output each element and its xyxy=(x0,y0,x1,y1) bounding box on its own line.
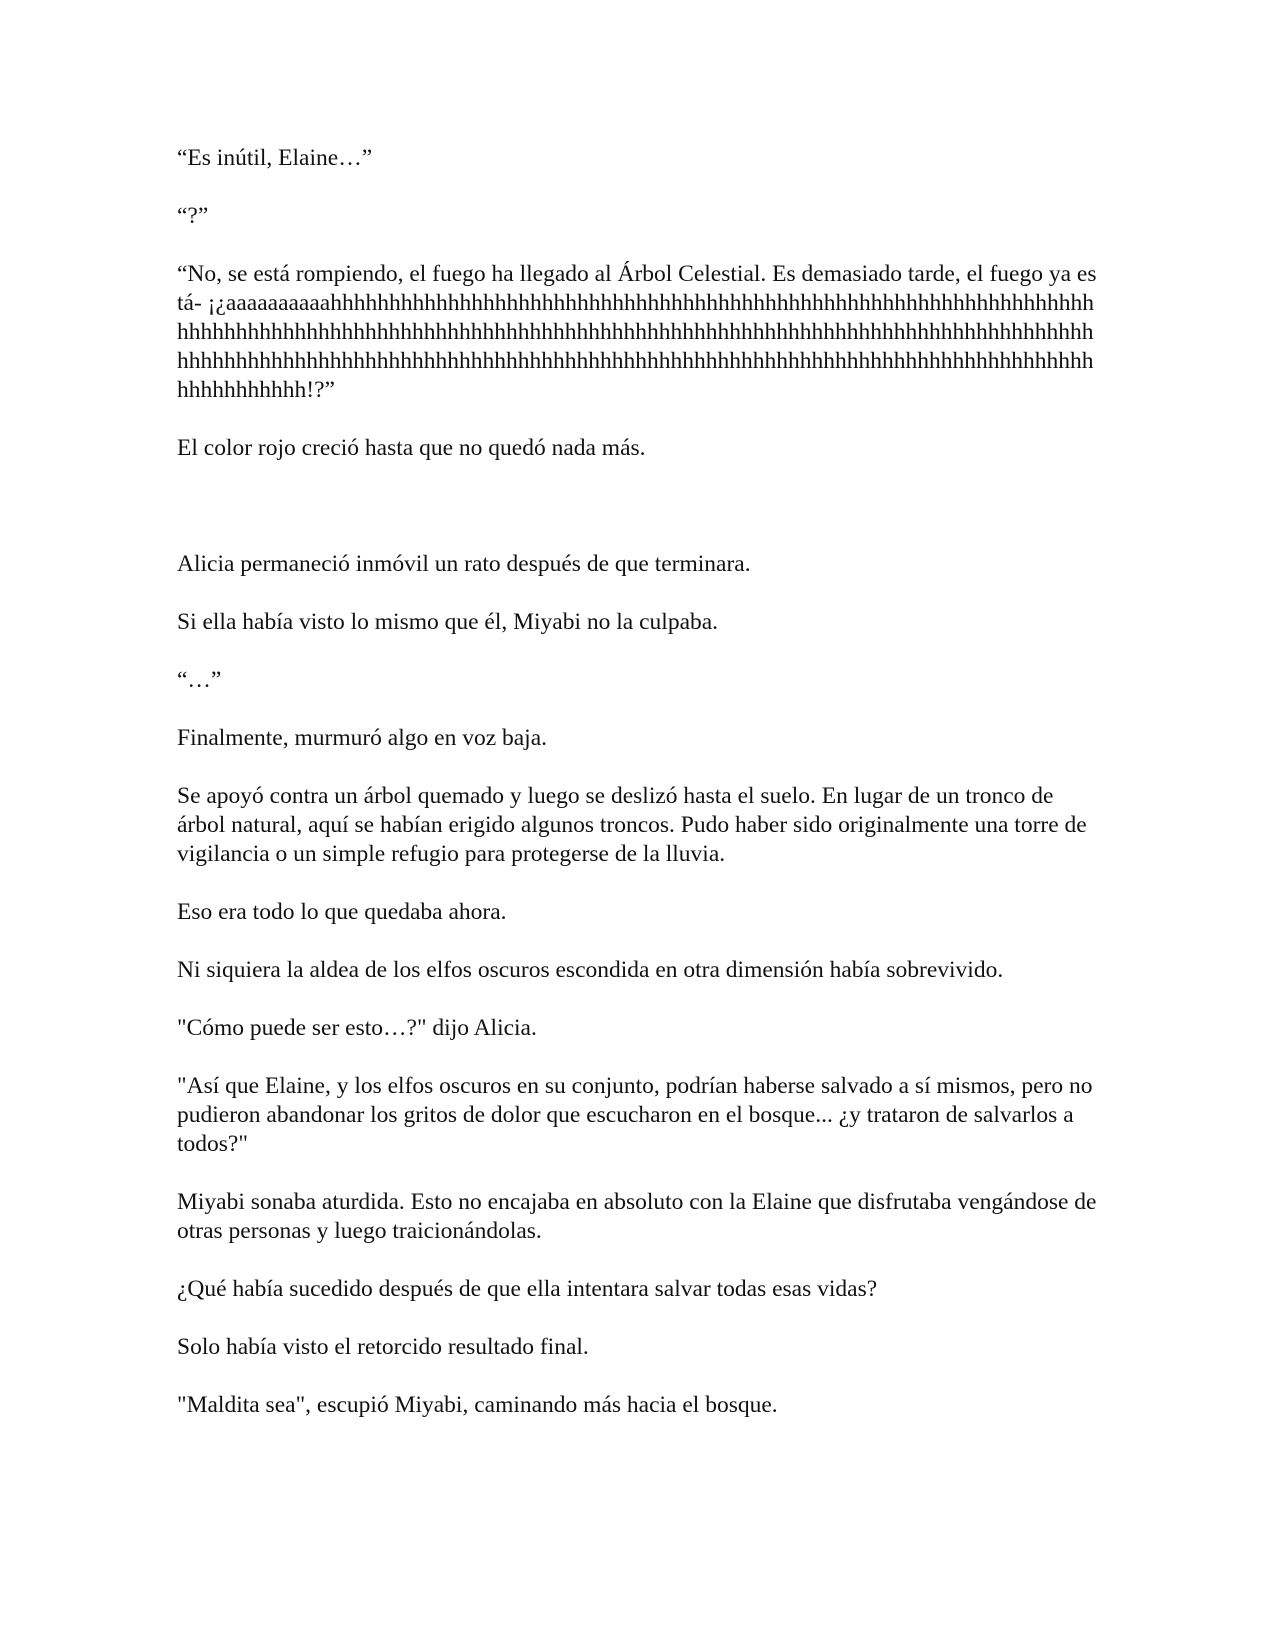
narration-paragraph: Ni siquiera la aldea de los elfos oscuros escondida en otra dimensión había sobrevivido. xyxy=(177,957,1004,983)
dialogue-paragraph: "Así que Elaine, y los elfos oscuros en su conjunto, podrían haberse salvado a sí mismos, pero no pudieron abandonar los gritos de dolor que escucharon en el bosque... ¿y trataron de salvarlos a todos?" xyxy=(177,1073,1093,1157)
dialogue-paragraph: “?” xyxy=(177,203,209,229)
dialogue-paragraph: “Es inútil, Elaine…” xyxy=(177,145,373,171)
narration-paragraph: Finalmente, murmuró algo en voz baja. xyxy=(177,725,548,751)
dialogue-paragraph: “…” xyxy=(177,667,222,693)
dialogue-paragraph: "Cómo puede ser esto…?" dijo Alicia. xyxy=(177,1015,537,1041)
narration-paragraph: Se apoyó contra un árbol quemado y luego se deslizó hasta el suelo. En lugar de un tronco de árbol natural, aquí se habían erigido algunos troncos. Pudo haber sido originalmente una torre de vigilancia o un simple refugio para protegerse de la lluvia. xyxy=(177,783,1087,867)
narration-paragraph: El color rojo creció hasta que no quedó nada más. xyxy=(177,435,646,461)
narration-paragraph: Si ella había visto lo mismo que él, Miyabi no la culpaba. xyxy=(177,609,719,635)
narration-paragraph: ¿Qué había sucedido después de que ella intentara salvar todas esas vidas? xyxy=(177,1276,878,1302)
dialogue-paragraph: "Maldita sea", escupió Miyabi, caminando más hacia el bosque. xyxy=(177,1392,778,1418)
narration-paragraph: Alicia permaneció inmóvil un rato después de que terminara. xyxy=(177,551,751,577)
narration-paragraph: Solo había visto el retorcido resultado final. xyxy=(177,1334,589,1360)
narration-paragraph: Eso era todo lo que quedaba ahora. xyxy=(177,899,507,925)
scene-break xyxy=(177,492,1097,550)
document-page xyxy=(177,144,1097,1449)
scream-paragraph: “No, se está rompiendo, el fuego ha llegado al Árbol Celestial. Es demasiado tarde, el fuego ya está- ¡¿aaaaaaaaaahhhhhhhhhhhhhhhhhhhhhhhhhhhhhhhhhhhhhhhhhhhhhhhhhhhhhhhhhhhhhhhhhhhhhhhhhhhhhhhhhhhhhhhhhhhhhhhhhhhhhhhhhhhhhhhhhhhhhhhhhhhhhhhhhhhhhhhhhhhhhhhhhhhhhhhhhhhhhhhhhhhhhhhhhhhhhhhhhhhhhhhhhhhhhhhhhhhhhhhhhhhhhhhhhhhhhhhhhhhhhhhhhhhhhhhh!?” xyxy=(177,261,1097,403)
narration-paragraph: Miyabi sonaba aturdida. Esto no encajaba en absoluto con la Elaine que disfrutaba vengándose de otras personas y luego traicionándolas. xyxy=(177,1189,1097,1244)
